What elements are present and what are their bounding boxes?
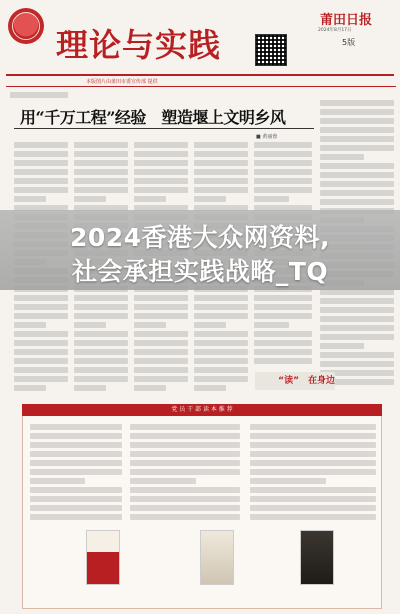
text-line	[30, 487, 122, 493]
text-line	[194, 169, 248, 175]
article-headline[interactable]: 用“千万工程”经验 塑造堰上文明乡风	[20, 108, 286, 127]
text-line	[14, 160, 68, 166]
text-line	[30, 469, 122, 475]
text-line	[254, 340, 312, 346]
text-line	[320, 136, 394, 142]
text-line	[74, 358, 128, 364]
text-line	[74, 331, 128, 337]
text-line	[74, 367, 128, 373]
text-line	[14, 322, 46, 328]
text-line	[30, 433, 122, 439]
text-line	[320, 109, 394, 115]
text-line	[130, 514, 240, 520]
recommendation-header	[22, 404, 382, 416]
text-line	[74, 169, 128, 175]
text-line	[320, 172, 394, 178]
text-line	[134, 142, 188, 148]
text-line	[30, 514, 122, 520]
text-line	[194, 304, 248, 310]
text-line	[30, 460, 122, 466]
text-line	[74, 304, 128, 310]
text-line	[194, 385, 226, 391]
text-line	[320, 181, 394, 187]
page-number: 5版	[342, 38, 356, 47]
text-line	[14, 178, 68, 184]
text-line	[74, 187, 128, 193]
text-line	[30, 442, 122, 448]
text-line	[130, 478, 196, 484]
text-line	[74, 322, 106, 328]
text-line	[130, 424, 240, 430]
text-line	[14, 340, 68, 346]
text-line	[194, 151, 248, 157]
text-line	[320, 334, 394, 340]
text-line	[250, 424, 376, 430]
paper-name: 莆田日报	[320, 13, 373, 28]
text-line	[254, 187, 312, 193]
text-line	[250, 433, 376, 439]
text-line	[250, 469, 376, 475]
text-line	[254, 331, 312, 337]
text-line	[320, 199, 394, 205]
section-title: 理论与实践	[56, 26, 222, 64]
text-line	[320, 100, 394, 106]
text-line	[250, 460, 376, 466]
text-line	[74, 151, 128, 157]
text-line	[130, 487, 240, 493]
text-line	[194, 295, 248, 301]
text-line	[74, 385, 106, 391]
text-line	[74, 340, 128, 346]
text-line	[194, 376, 248, 382]
text-line	[134, 322, 166, 328]
text-line	[194, 160, 248, 166]
text-line	[134, 295, 188, 301]
text-line	[74, 178, 128, 184]
text-line	[134, 331, 188, 337]
text-line	[14, 385, 46, 391]
text-line	[130, 469, 240, 475]
text-line	[14, 142, 68, 148]
text-line	[254, 169, 312, 175]
text-line	[320, 127, 394, 133]
text-line	[74, 142, 128, 148]
book-cover-3[interactable]	[300, 530, 334, 585]
article-byline: ■ 黄丽蓉	[256, 134, 278, 140]
text-line	[250, 451, 376, 457]
text-line	[74, 196, 106, 202]
text-line	[320, 343, 364, 349]
text-line	[14, 169, 68, 175]
text-line	[14, 295, 68, 301]
text-line	[74, 160, 128, 166]
text-line	[134, 367, 188, 373]
text-line	[320, 307, 394, 313]
emblem-ring	[12, 12, 40, 40]
text-line	[250, 514, 376, 520]
text-line	[14, 313, 68, 319]
overlay-title-line-1[interactable]: 2024香港大众网资料,	[69, 223, 331, 252]
text-line	[254, 178, 312, 184]
text-line	[320, 118, 394, 124]
text-line	[134, 151, 188, 157]
text-line	[14, 367, 68, 373]
text-line	[250, 478, 326, 484]
text-line	[254, 142, 312, 148]
text-line	[134, 187, 188, 193]
text-line	[74, 376, 128, 382]
text-line	[194, 331, 248, 337]
text-line	[134, 349, 188, 355]
text-line	[14, 331, 68, 337]
text-line	[194, 367, 248, 373]
overlay-title-line-2[interactable]: 社会承担实践战略_TQ	[71, 257, 329, 286]
text-line	[250, 505, 376, 511]
text-line	[250, 487, 376, 493]
intro-text-block	[10, 92, 68, 102]
text-line	[320, 325, 394, 331]
text-line	[74, 349, 128, 355]
text-line	[320, 316, 394, 322]
text-line	[254, 295, 312, 301]
text-line	[194, 178, 248, 184]
text-line	[130, 433, 240, 439]
text-line	[254, 196, 289, 202]
sub-bar-rule	[6, 86, 396, 87]
text-line	[194, 340, 248, 346]
text-line	[134, 196, 166, 202]
text-line	[134, 169, 188, 175]
text-line	[134, 385, 166, 391]
photo-caption-box	[255, 372, 335, 390]
qr-code-icon[interactable]	[255, 34, 287, 66]
text-line	[74, 313, 128, 319]
text-line	[14, 376, 68, 382]
text-line	[130, 505, 240, 511]
photo-tag: “读” 在身边	[278, 376, 335, 386]
text-line	[194, 187, 248, 193]
text-line	[254, 322, 289, 328]
text-line	[320, 298, 394, 304]
text-line	[30, 505, 122, 511]
text-line	[194, 142, 248, 148]
text-line	[30, 424, 122, 430]
book-3-text	[250, 424, 376, 524]
text-line	[134, 340, 188, 346]
text-line	[14, 196, 46, 202]
text-line	[30, 451, 122, 457]
masthead-rule	[6, 74, 394, 76]
text-line	[254, 160, 312, 166]
text-line	[320, 154, 364, 160]
headline-rule	[14, 128, 314, 129]
text-line	[194, 349, 248, 355]
text-line	[320, 361, 394, 367]
text-line	[130, 460, 240, 466]
text-line	[250, 496, 376, 502]
text-line	[194, 322, 226, 328]
text-line	[194, 196, 226, 202]
text-line	[320, 145, 394, 151]
text-line	[254, 358, 312, 364]
text-line	[320, 190, 394, 196]
text-line	[130, 442, 240, 448]
book-1-text	[30, 424, 122, 524]
text-line	[14, 187, 68, 193]
text-line	[14, 358, 68, 364]
text-line	[134, 304, 188, 310]
book-cover-1[interactable]	[86, 530, 120, 585]
text-line	[320, 352, 394, 358]
text-line	[14, 349, 68, 355]
text-line	[134, 178, 188, 184]
text-line	[254, 151, 312, 157]
text-line	[254, 349, 312, 355]
book-2-text	[130, 424, 240, 524]
text-line	[14, 304, 68, 310]
text-line	[134, 358, 188, 364]
text-line	[320, 163, 394, 169]
recommendation-title: 党 员 干 部 读 本 推 荐	[171, 406, 233, 413]
book-cover-2[interactable]	[200, 530, 234, 585]
text-line	[130, 451, 240, 457]
text-line	[134, 376, 188, 382]
text-line	[134, 160, 188, 166]
text-line	[254, 313, 312, 319]
issue-date: 2024年8月17日	[318, 28, 352, 33]
text-line	[130, 496, 240, 502]
sub-bar-text: 本版图片由莆田市委宣传部 提供	[86, 79, 158, 85]
text-line	[194, 358, 248, 364]
text-line	[74, 295, 128, 301]
text-line	[134, 313, 188, 319]
text-line	[30, 496, 122, 502]
text-line	[194, 313, 248, 319]
masthead	[0, 0, 400, 78]
text-line	[254, 304, 312, 310]
text-line	[14, 151, 68, 157]
text-line	[30, 478, 85, 484]
text-line	[250, 442, 376, 448]
